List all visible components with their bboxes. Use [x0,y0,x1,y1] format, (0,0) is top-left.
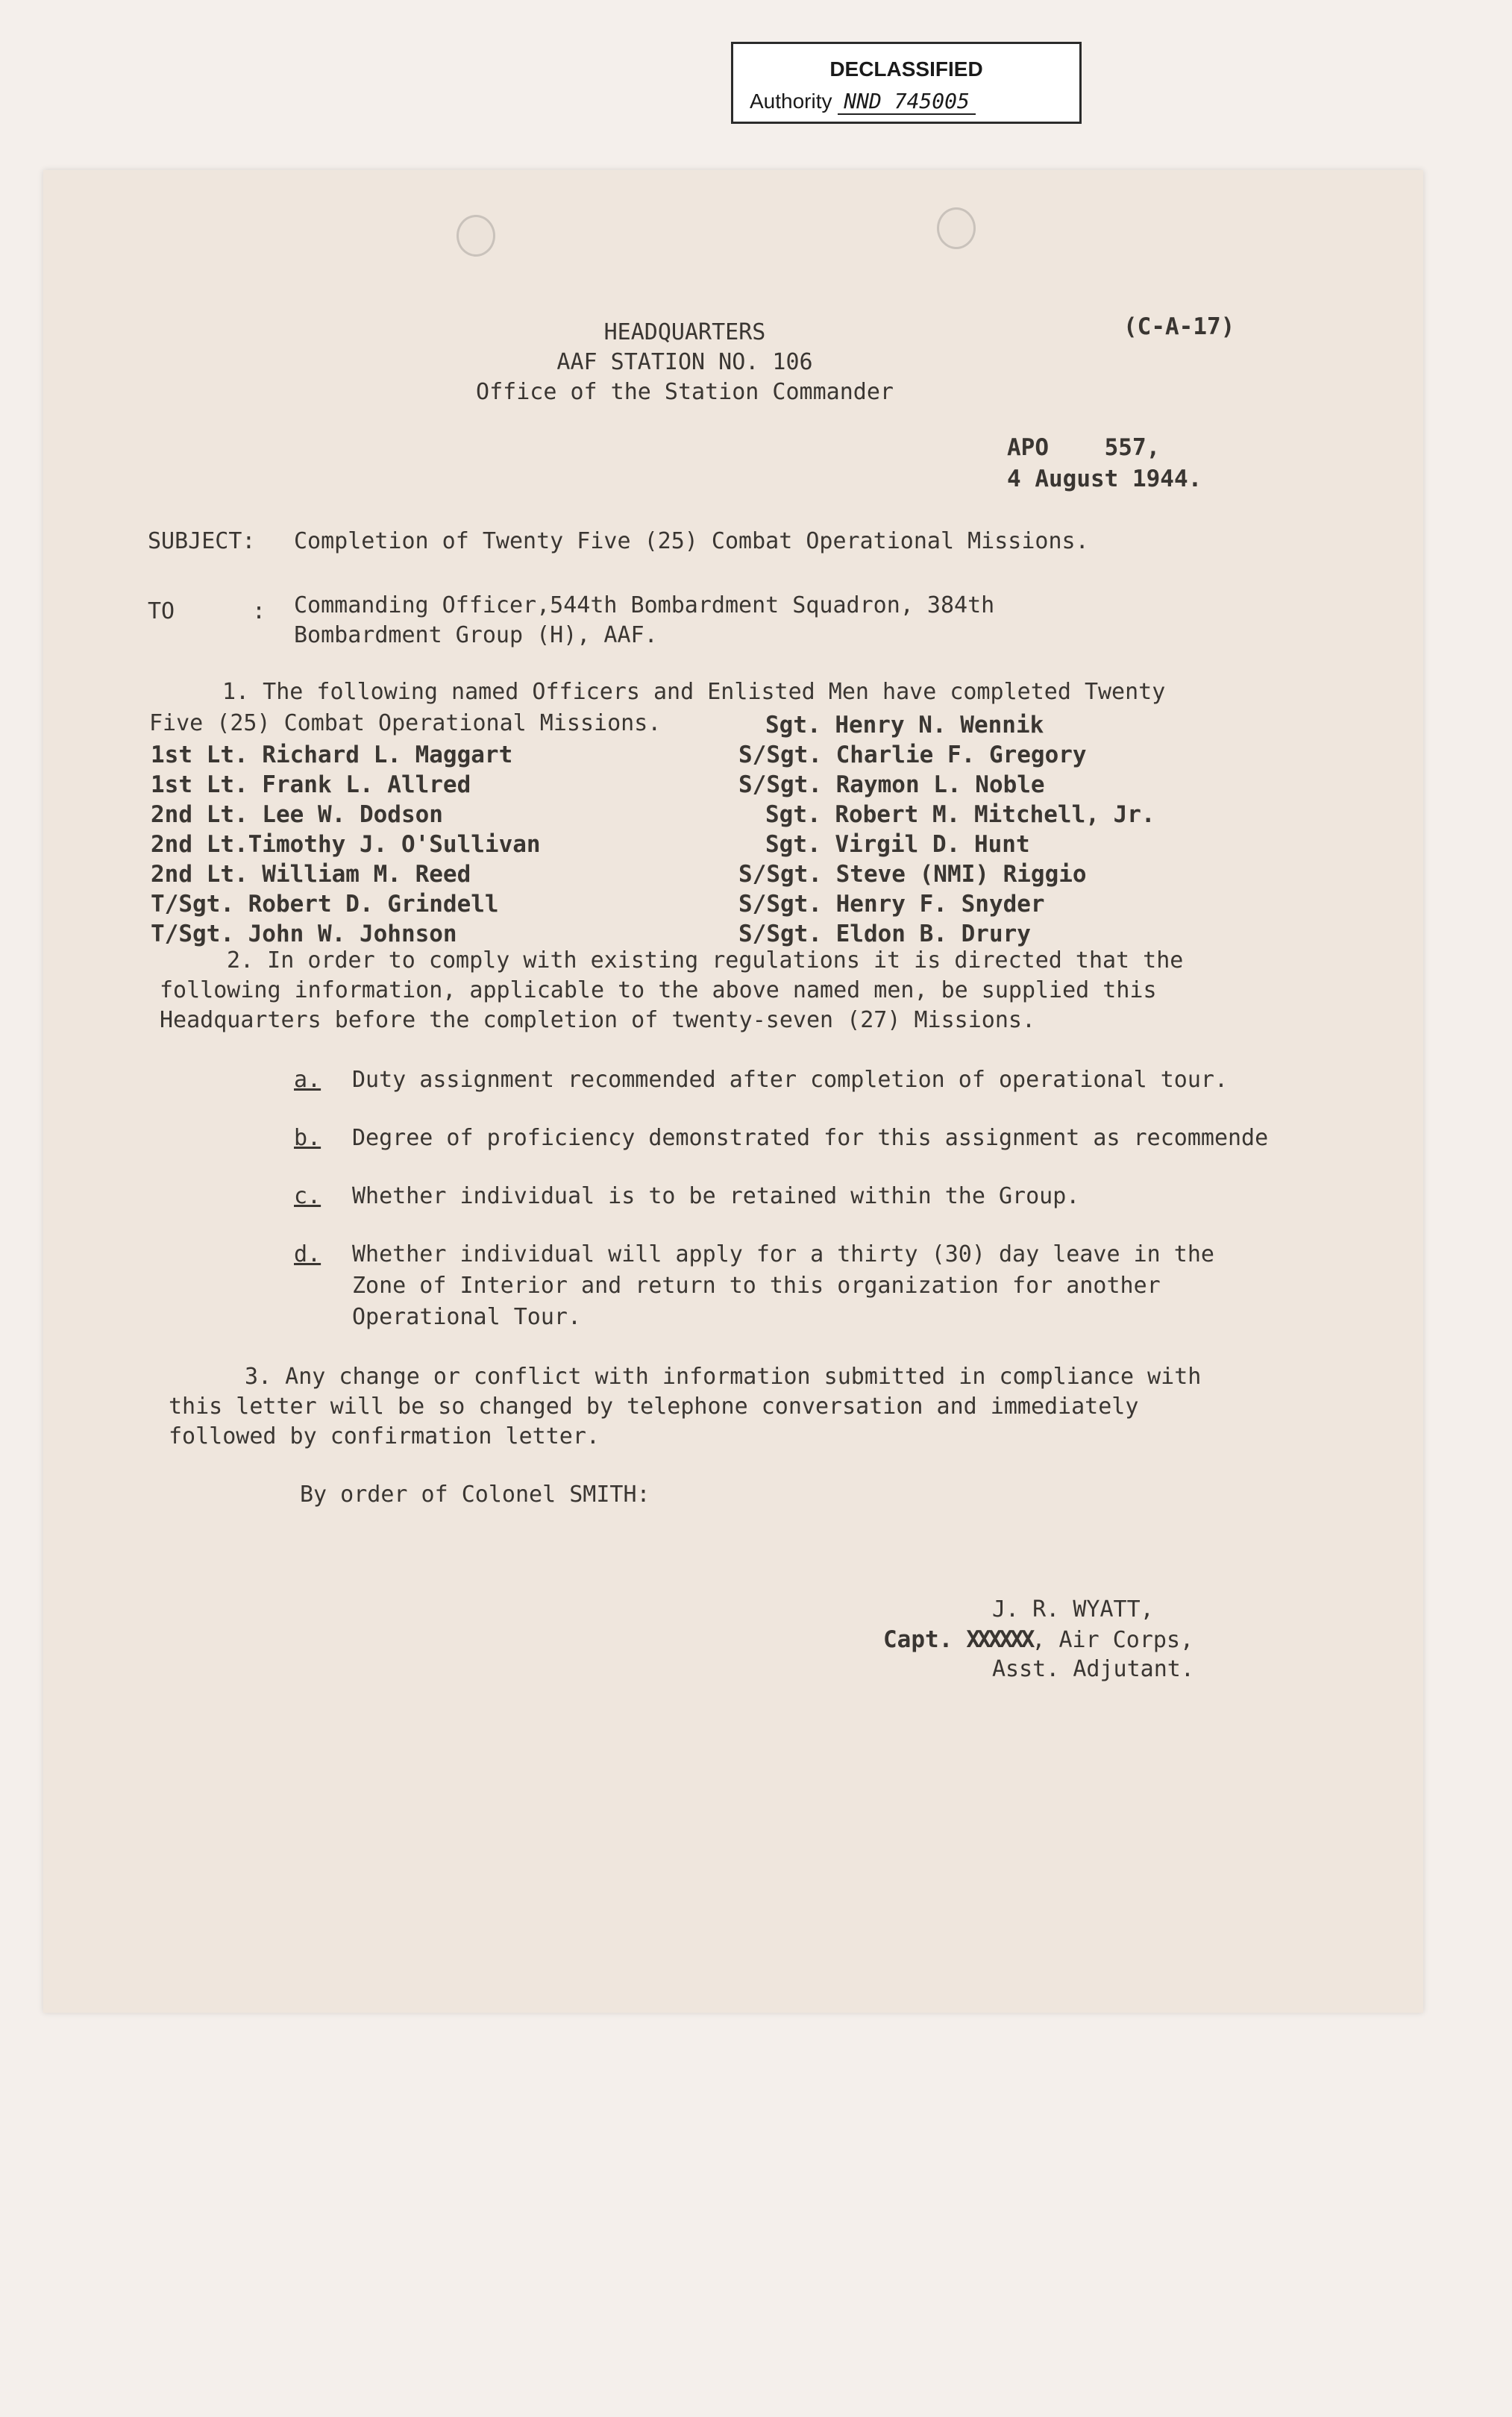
item-d-letter: d. [294,1241,321,1267]
to-colon: : [252,598,266,624]
officer-7: T/Sgt. John W. Johnson [151,921,457,947]
enlisted-1: Sgt. Henry N. Wennik [765,712,1044,739]
by-order-line: By order of Colonel SMITH: [300,1482,650,1508]
subject-label: SUBJECT: [148,528,256,554]
para-2-line-2: following information, applicable to the above named men, be supplied this [160,977,1157,1003]
item-a-text: Duty assignment recommended after completion of operational tour. [352,1067,1228,1093]
enlisted-3: S/Sgt. Raymon L. Noble [738,771,1045,798]
enlisted-2: S/Sgt. Charlie F. Gregory [738,742,1087,768]
punch-hole-right [937,207,976,249]
para-2-line-1: 2. In order to comply with existing regulations it is directed that the [227,947,1184,974]
punch-hole-left [457,215,495,257]
para-3-line-1: 3. Any change or conflict with information submitted in compliance with [245,1364,1202,1390]
officer-6: T/Sgt. Robert D. Grindell [151,891,499,918]
officer-3: 2nd Lt. Lee W. Dodson [151,801,443,828]
enlisted-5: Sgt. Virgil D. Hunt [765,831,1030,858]
to-line-1: Commanding Officer,544th Bombardment Squadron, 384th [294,592,995,618]
officer-4: 2nd Lt.Timothy J. O'Sullivan [151,831,541,858]
officer-1: 1st Lt. Richard L. Maggart [151,742,513,768]
item-b-letter: b. [294,1125,321,1151]
signature-title: Asst. Adjutant. [992,1656,1194,1682]
para-1-line-1: 1. The following named Officers and Enlisted Men have completed Twenty [222,679,1166,705]
signature-rank-line [883,1625,1193,1655]
item-c-text: Whether individual is to be retained within the Group. [352,1183,1080,1209]
item-a-letter: a. [294,1067,321,1093]
item-c-letter: c. [294,1183,321,1209]
para-3-line-2: this letter will be so changed by telephone conversation and immediately [169,1394,1139,1420]
para-2-line-3: Headquarters before the completion of twenty-seven (27) Missions. [160,1007,1035,1033]
item-d-line-3: Operational Tour. [352,1304,582,1330]
officer-2: 1st Lt. Frank L. Allred [151,771,471,798]
subject-text: Completion of Twenty Five (25) Combat Operational Missions. [294,528,1089,554]
enlisted-7: S/Sgt. Henry F. Snyder [738,891,1045,918]
to-label: TO [148,598,175,624]
letter-date: 4 August 1944. [1007,465,1202,492]
signature-struck-text: XXXXXX [966,1626,1032,1653]
item-b-text: Degree of proficiency demonstrated for this assignment as recommende [352,1125,1269,1151]
para-3-line-3: followed by confirmation letter. [169,1423,600,1449]
item-d-line-2: Zone of Interior and return to this organization for another [352,1273,1161,1299]
apo-number: APO 557, [1007,434,1161,461]
to-line-2: Bombardment Group (H), AAF. [294,622,658,648]
header-line-1: HEADQUARTERS [603,319,766,345]
signature-name: J. R. WYATT, [992,1596,1154,1623]
enlisted-8: S/Sgt. Eldon B. Drury [738,921,1031,947]
signature-corps: , Air Corps, [1032,1627,1194,1653]
stamp-authority-label: Authority [750,90,832,113]
signature-rank: Capt. [883,1626,953,1653]
item-d-line-1: Whether individual will apply for a thirty (30) day leave in the [352,1241,1214,1267]
declassified-stamp [731,42,1082,124]
para-1-line-2: Five (25) Combat Operational Missions. [149,710,662,736]
enlisted-6: S/Sgt. Steve (NMI) Riggio [738,861,1087,888]
letter-page [43,170,1423,2013]
stamp-title: DECLASSIFIED [829,57,983,81]
stamp-authority-value: NND 745005 [838,89,976,115]
document-code: (C-A-17) [1123,313,1235,340]
officer-5: 2nd Lt. William M. Reed [151,861,471,888]
header-line-2: AAF STATION NO. 106 [556,349,813,375]
header-line-3: Office of the Station Commander [476,379,894,405]
stamp-authority [750,89,976,113]
enlisted-4: Sgt. Robert M. Mitchell, Jr. [765,801,1155,828]
